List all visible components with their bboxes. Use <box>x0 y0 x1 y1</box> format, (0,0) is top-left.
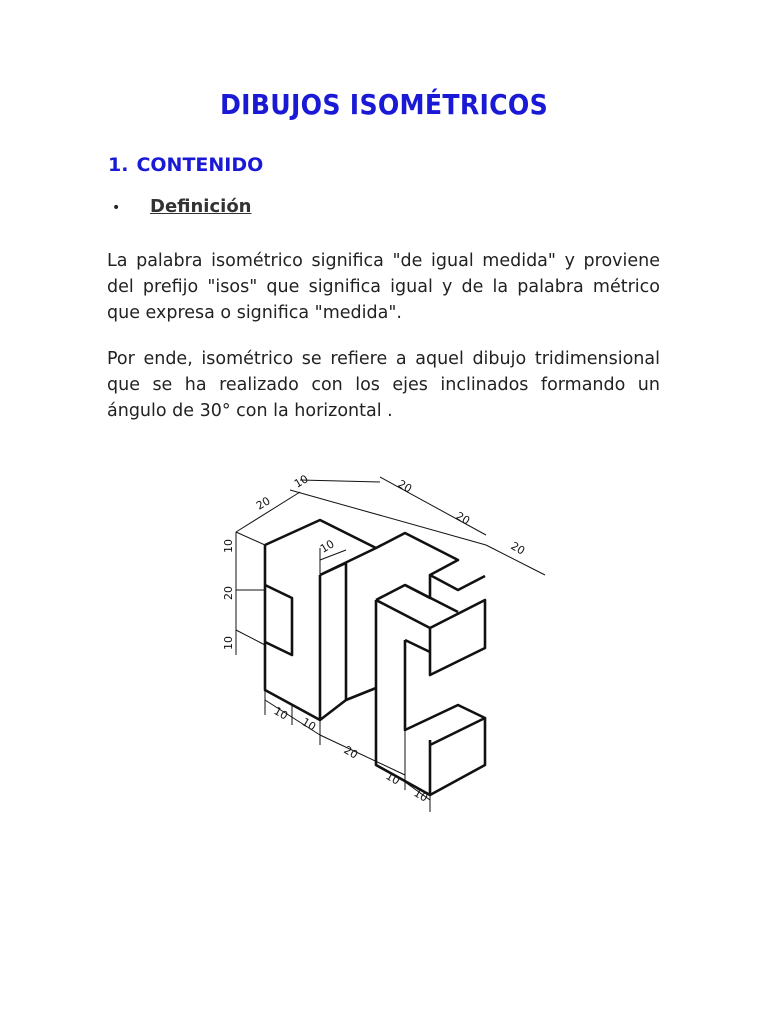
dim-left-20: 20 <box>222 586 235 600</box>
dim-bottom-10-b: 10 <box>299 715 319 734</box>
subsection-title: Definición <box>150 196 252 217</box>
bullet-dot-icon: • <box>112 200 121 216</box>
dim-bottom-10-d: 10 <box>411 786 431 805</box>
section-heading <box>108 154 263 176</box>
object-outline <box>265 520 485 795</box>
dim-bottom-20: 20 <box>341 743 361 762</box>
document-title: DIBUJOS ISOMÉTRICOS <box>219 88 549 121</box>
dim-left-10-bottom: 10 <box>222 636 235 650</box>
bullet-item <box>112 196 252 217</box>
isometric-figure <box>210 465 560 825</box>
dimension-lines <box>236 477 545 812</box>
paragraph-isometric: Por ende, isométrico se refiere a aquel dibujo tridimensional que se ha realizado con los ejes inclinados formando un ángulo de 30° con la horizontal . <box>107 349 660 421</box>
dim-top-20-b: 20 <box>453 509 473 528</box>
dim-right-20: 20 <box>508 539 528 558</box>
section-number: 1. <box>108 154 129 176</box>
dim-bottom-10-a: 10 <box>271 704 291 723</box>
paragraph-definition: La palabra isométrico significa "de igual medida" y proviene del prefijo "isos" que significa igual y de la palabra métrico que expresa o significa "medida". <box>107 251 660 323</box>
dim-left-10-top: 10 <box>222 539 235 553</box>
section-title: CONTENIDO <box>136 154 264 176</box>
dim-top-20-a: 20 <box>395 477 415 496</box>
dim-inner-10: 10 <box>318 537 337 556</box>
dim-top-left-20: 20 <box>254 494 273 513</box>
isometric-drawing <box>210 465 560 825</box>
dimension-labels <box>222 472 527 804</box>
dim-top-left-10: 10 <box>292 472 311 491</box>
dim-bottom-10-c: 10 <box>383 769 403 788</box>
